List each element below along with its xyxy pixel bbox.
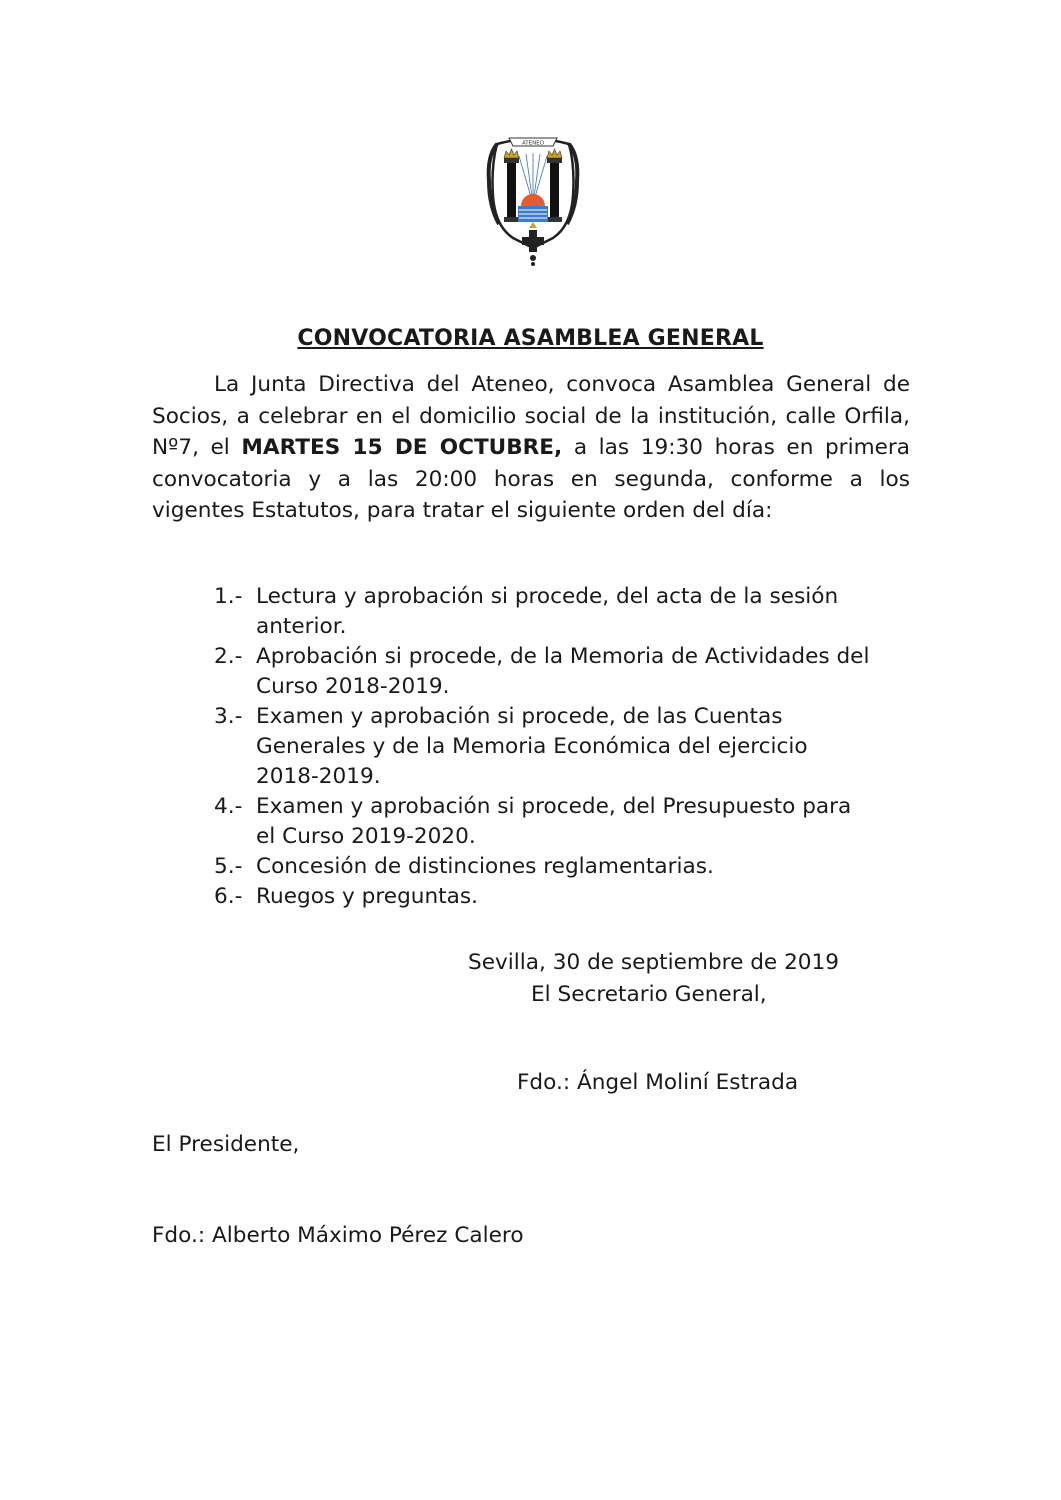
place-date: Sevilla, 30 de septiembre de 2019 <box>468 950 840 975</box>
meeting-date-bold: MARTES 15 DE OCTUBRE, <box>241 435 563 460</box>
president-title: El Presidente, <box>152 1132 300 1157</box>
agenda-item <box>214 852 914 882</box>
president-signature: Fdo.: Alberto Máximo Pérez Calero <box>152 1223 524 1248</box>
agenda-item <box>214 882 914 912</box>
agenda-item-number: 3.- <box>214 704 243 729</box>
crest-motto: ATENEO <box>521 140 545 147</box>
document-title: CONVOCATORIA ASAMBLEA GENERAL <box>297 326 764 351</box>
agenda-item-continuation: Curso 2018-2019. <box>256 674 450 699</box>
agenda-item <box>214 582 914 642</box>
intro-paragraph <box>152 369 910 527</box>
agenda-item-text: Concesión de distinciones reglamentarias. <box>256 854 714 879</box>
agenda-item-number: 1.- <box>214 584 243 609</box>
agenda-item <box>214 702 914 792</box>
agenda-item <box>214 642 914 702</box>
agenda-item-continuation: 2018-2019. <box>256 764 381 789</box>
secretary-signature: Fdo.: Ángel Moliní Estrada <box>517 1070 799 1095</box>
agenda-item-number: 6.- <box>214 884 243 909</box>
secretary-title: El Secretario General, <box>531 982 767 1007</box>
agenda-item-number: 4.- <box>214 794 243 819</box>
agenda-item-text: Aprobación si procede, de la Memoria de Actividades del <box>256 644 870 669</box>
agenda-item-number: 2.- <box>214 644 243 669</box>
agenda-item-number: 5.- <box>214 854 243 879</box>
agenda-item-text: Examen y aprobación si procede, del Presupuesto para <box>256 794 852 819</box>
intro-text-start: La Junta Directiva del Ateneo, convoca Asamblea General de Socios, a celebrar en el domicilio social de la institución, calle Orfila, Nº7, el <box>152 372 910 460</box>
agenda-item-continuation: anterior. <box>256 614 347 639</box>
agenda-item-text: Examen y aprobación si procede, de las Cuentas <box>256 704 783 729</box>
agenda-item-continuation: Generales y de la Memoria Económica del ejercicio <box>256 734 808 759</box>
agenda-item-continuation: el Curso 2019-2020. <box>256 824 476 849</box>
agenda-item <box>214 792 914 852</box>
agenda-list <box>214 582 914 912</box>
agenda-item-text: Ruegos y preguntas. <box>256 884 478 909</box>
ateneo-crest-icon <box>483 126 583 268</box>
agenda-item-text: Lectura y aprobación si procede, del acta de la sesión <box>256 584 839 609</box>
intro-text-end: a las 19:30 horas en primera convocatoria y a las 20:00 horas en segunda, conforme a los vigentes Estatutos, para tratar el siguiente orden del día: <box>152 435 910 523</box>
